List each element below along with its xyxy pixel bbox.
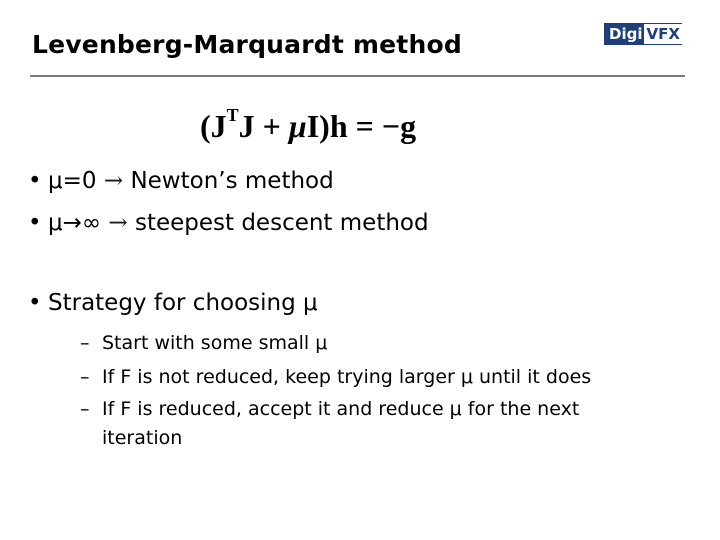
logo-part-digi: Digi	[605, 24, 644, 44]
slide-title: Levenberg-Marquardt method	[32, 30, 462, 59]
sub-bullet-list	[80, 326, 591, 452]
sub-bullet-text: iteration	[102, 427, 183, 449]
sub-bullet-text: If F is reduced, accept it and reduce μ for the next	[102, 398, 580, 420]
bullet-strategy	[28, 290, 318, 316]
formula-open: (J	[200, 108, 227, 144]
sub-bullet	[80, 326, 591, 360]
bullet-marker: •	[28, 168, 42, 194]
lm-formula	[200, 105, 417, 145]
sub-bullet	[80, 394, 591, 424]
dash-marker: –	[80, 398, 90, 420]
sub-bullet-text: If F is not reduced, keep trying larger μ until it does	[102, 366, 592, 388]
title-divider	[30, 75, 685, 77]
dash-marker: –	[80, 366, 90, 388]
formula-transpose: T	[226, 105, 239, 126]
bullet-newton	[28, 168, 334, 194]
bullet-text: steepest descent method	[127, 210, 429, 236]
sub-bullet-continuation	[80, 424, 591, 452]
bullet-text: Newton’s method	[123, 168, 334, 194]
bullet-text: μ→∞	[48, 210, 109, 236]
bullet-marker: •	[28, 210, 42, 236]
arrow-icon: →	[108, 210, 128, 236]
logo-part-vfx: VFX	[644, 24, 682, 44]
formula-close: I)h = −g	[306, 108, 417, 144]
sub-bullet	[80, 360, 591, 394]
bullet-text: Strategy for choosing μ	[48, 290, 318, 316]
formula-mu: μ	[288, 108, 307, 144]
formula-middle: J +	[238, 108, 289, 144]
bullet-text: μ=0	[48, 168, 104, 194]
bullet-marker: •	[28, 290, 42, 316]
bullet-steepest-descent	[28, 210, 429, 236]
dash-marker: –	[80, 332, 90, 354]
sub-bullet-text: Start with some small μ	[102, 332, 328, 354]
digivfx-logo	[604, 23, 682, 45]
arrow-icon: →	[103, 168, 124, 194]
